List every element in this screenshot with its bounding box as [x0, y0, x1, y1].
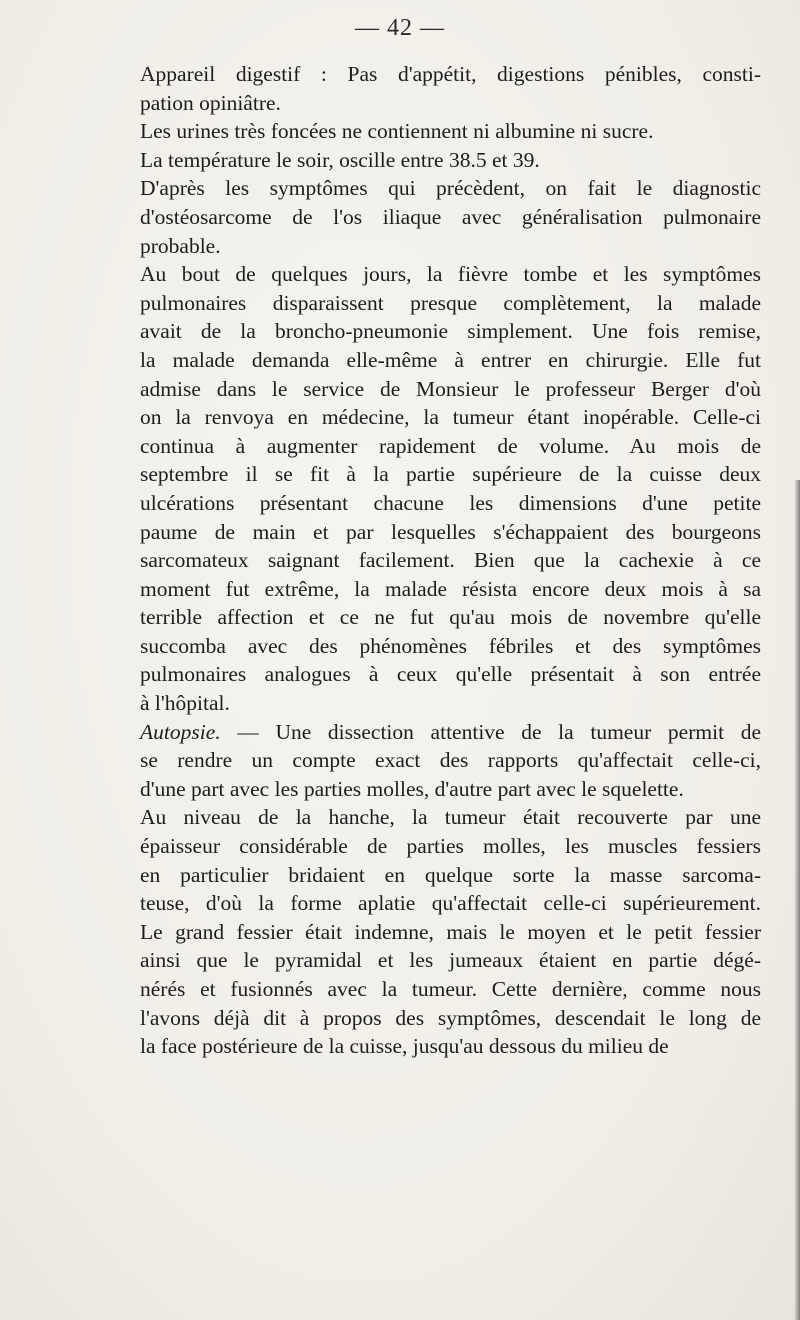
text-line: on la renvoya en médecine, la tumeur étant inopérable. Celle-ci: [140, 405, 761, 430]
text-line: nérés et fusionnés avec la tumeur. Cette dernière, comme nous: [140, 977, 761, 1001]
paragraph-digestif: [116, 60, 761, 117]
text-line: moment fut extrême, la malade résista encore deux mois à sa: [140, 576, 761, 601]
text-line: pation opiniâtre.: [140, 90, 281, 115]
text-line: Au niveau de la hanche, la tumeur était recouverte par une: [140, 805, 761, 830]
text-line: Au bout de quelques jours, la fièvre tombe et les symptômes: [140, 262, 761, 287]
text-line: sarcomateux saignant facilement. Bien que la cachexie à ce: [140, 548, 761, 573]
text-line: Le grand fessier était indemne, mais le moyen et le petit fessier: [140, 919, 761, 944]
page-number: — 42 —: [355, 15, 445, 41]
text-line: admise dans le service de Monsieur le professeur Berger d'où: [140, 376, 761, 401]
text-line: La température le soir, oscille entre 38.5 et 39.: [140, 147, 540, 172]
text-line: succomba avec des phénomènes fébriles et des symptômes: [140, 633, 761, 658]
text-line: en particulier bridaient en quelque sorte la masse sarcoma-: [140, 862, 761, 887]
text-line: d'une part avec les parties molles, d'autre part avec le squelette.: [140, 776, 684, 801]
text-line: à l'hôpital.: [140, 691, 230, 716]
text-line: Autopsie. — Une dissection attentive de la tumeur permit de: [140, 719, 761, 744]
text-line: se rendre un compte exact des rapports qu'affectait celle-ci,: [140, 748, 761, 773]
text-line: pulmonaires disparaissent presque complètement, la malade: [140, 290, 761, 315]
text-line: la face postérieure de la cuisse, jusqu'au dessous du milieu de: [140, 1034, 669, 1059]
text-line: ulcérations présentant chacune les dimensions d'une petite: [140, 490, 761, 515]
text-line: continua à augmenter rapidement de volume. Au mois de: [140, 433, 761, 458]
paragraph-autopsie: [116, 718, 761, 804]
text-line: teuse, d'où la forme aplatie qu'affectait celle-ci supérieurement.: [140, 891, 761, 916]
text-line: paume de main et par lesquelles s'échappaient des bourgeons: [140, 519, 761, 544]
text-line: terrible affection et ce ne fut qu'au mois de novembre qu'elle: [140, 605, 761, 630]
text-line: pulmonaires analogues à ceux qu'elle présentait à son entrée: [140, 662, 761, 687]
text-line: Les urines très foncées ne contiennent ni albumine ni sucre.: [140, 119, 654, 144]
text-line: avait de la broncho-pneumonie simplement. Une fois remise,: [140, 319, 761, 344]
text-line: la malade demanda elle-même à entrer en chirurgie. Elle fut: [140, 347, 761, 372]
text-line: d'ostéosarcome de l'os iliaque avec généralisation pulmonaire: [140, 204, 761, 229]
paragraph-diagnostic: [116, 174, 761, 260]
paragraph-temperature: [116, 146, 761, 175]
text-line: Appareil digestif : Pas d'appétit, digestions pénibles, consti-: [140, 62, 761, 86]
text-line: l'avons déjà dit à propos des symptômes, descendait le long de: [140, 1005, 761, 1030]
paragraph-evolution: [116, 260, 761, 718]
paragraph-urines: [116, 117, 761, 146]
page-number-value: 42: [387, 15, 413, 41]
text-line: septembre il se fit à la partie supérieure de la cuisse deux: [140, 462, 761, 487]
text-line: ainsi que le pyramidal et les jumeaux étaient en partie dégé-: [140, 948, 761, 973]
body-text: [116, 60, 761, 1061]
text-line: épaisseur considérable de parties molles, les muscles fessiers: [140, 834, 761, 859]
text-line: probable.: [140, 233, 221, 258]
section-heading-italic: Autopsie.: [140, 719, 221, 744]
text-line: D'après les symptômes qui précèdent, on fait le diagnostic: [140, 176, 761, 201]
page-edge-shadow: [794, 480, 800, 1320]
paragraph-hanche: [116, 803, 761, 1060]
